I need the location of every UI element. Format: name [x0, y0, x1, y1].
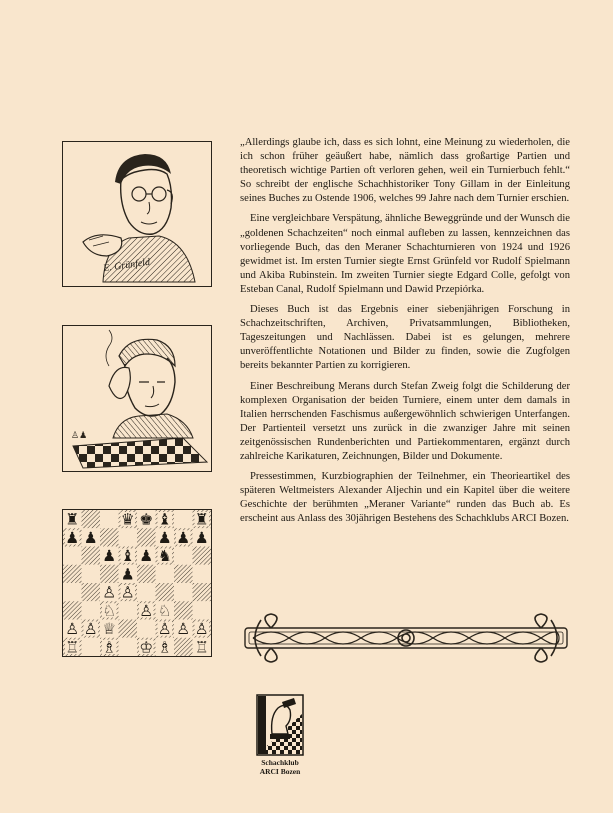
light-square: [137, 620, 156, 638]
black-piece: ♟: [65, 528, 80, 547]
white-piece: ♙: [139, 601, 154, 620]
chess-diagram: [62, 509, 212, 657]
light-square: [119, 528, 138, 546]
black-piece: ♜: [65, 510, 80, 529]
light-square: [193, 601, 212, 619]
white-piece: ♙: [157, 620, 172, 639]
paragraph-4: Einer Beschreibung Merans durch Stefan Zweig folgt die Schilderung der komplexen Organisation der beiden Turniere, einem unter dem damals in Italien herrschenden Faschismus außergewöhnlich schwierigen Unterfangen. Der Partienteil versetzt uns zurück in die zwanziger Jahre mit seinen zeitgenössischen Rundenberichten und Partiekommentaren, ergänzt durch zahlreiche Karikaturen, Zeichnungen, Bilder und Dokumente.: [240, 380, 570, 462]
club-logo: [256, 694, 304, 756]
dark-square: [137, 528, 156, 546]
portrait-spielmann: [62, 325, 212, 472]
dark-square: [193, 583, 212, 601]
light-square: [63, 547, 82, 565]
paragraph-2: Eine vergleichbare Verspätung, ähnliche Beweggründe und der Wunsch die „goldenen Schachzeiten“ noch einmal aufleben zu lassen, kennzeichnen das vorliegende Buch, das den Meraner Schachturnieren von 1924 und 1926 gewidmet ist. Im ersten Turnier siegte Ernst Grünfeld vor Rudolf Spielmann und Akiba Rubinstein. Im zweiten Turnier siegte Edgard Colle, gefolgt von Esteban Canal, Rudolf Spielmann und Dawid Przepiórka.: [240, 213, 570, 295]
light-square: [174, 510, 193, 528]
dark-square: [193, 547, 212, 565]
light-square: [156, 565, 175, 583]
blurb-text: [240, 136, 570, 532]
light-square: [119, 601, 138, 619]
chess-board: [63, 510, 211, 656]
dark-square: [63, 565, 82, 583]
black-piece: ♝: [120, 547, 135, 566]
dark-square: [100, 565, 119, 583]
dark-square: [63, 601, 82, 619]
white-piece: ♕: [102, 620, 117, 639]
light-square: [174, 583, 193, 601]
black-piece: ♟: [157, 528, 172, 547]
light-square: [137, 583, 156, 601]
light-square: [193, 565, 212, 583]
dark-square: [100, 528, 119, 546]
caricature-drawing: [63, 326, 211, 471]
black-piece: ♟: [102, 547, 117, 566]
black-piece: ♝: [157, 510, 172, 529]
white-piece: ♗: [157, 638, 172, 656]
white-piece: ♙: [102, 583, 117, 602]
dark-square: [82, 510, 101, 528]
white-piece: ♙: [194, 620, 209, 639]
black-piece: ♞: [157, 547, 172, 566]
svg-text:♙♟: ♙♟: [71, 431, 88, 441]
light-square: [174, 547, 193, 565]
light-square: [119, 638, 138, 656]
white-piece: ♘: [102, 601, 117, 620]
dark-square: [174, 638, 193, 656]
white-piece: ♙: [65, 620, 80, 639]
paragraph-5: Pressestimmen, Kurzbiographien der Teilnehmer, ein Theorieartikel des späteren Weltmeisters Alexander Aljechin und ein Kapitel über die weitere Geschichte der berühmten „Meraner Variante“ runden das Buch ab. Es erscheint aus Anlass des 30jährigen Bestehens des Schachklubs ARCI Bozen.: [240, 471, 570, 525]
black-piece: ♟: [83, 528, 98, 547]
black-piece: ♟: [120, 565, 135, 584]
white-piece: ♘: [157, 601, 172, 620]
white-piece: ♖: [194, 638, 209, 656]
light-square: [82, 601, 101, 619]
white-piece: ♖: [65, 638, 80, 656]
dark-square: [174, 565, 193, 583]
paragraph-3: Dieses Buch ist das Ergebnis einer siebenjährigen Forschung in Schachzeitschriften, Archiven, Privatsammlungen, Bibliotheken, Tageszeitungen und Nachlässen. Dabei ist es gelungen, mehrere unveröffentlichte Notationen und Bilder zu finden, sowie die Zugfolgen bereits bekannter Partien zu korrigieren.: [240, 304, 570, 372]
light-square: [63, 583, 82, 601]
dark-square: [174, 601, 193, 619]
black-piece: ♚: [139, 510, 154, 529]
black-piece: ♟: [176, 528, 191, 547]
portrait-signature: E. Grünfeld: [102, 256, 151, 275]
white-piece: ♙: [176, 620, 191, 639]
paragraph-1: „Allerdings glaube ich, dass es sich lohnt, eine Meinung zu wiederholen, die ich schon früher geäußert habe, nämlich dass großartige Partien und theoretisch wichtige Partien oft verloren gehen, weil ein Turnierbuch fehlt.“ So schreibt der englische Schachhistoriker Tony Gillam in der Einleitung seines Buches zu Ostende 1906, welches 99 Jahre nach dem Turnier erschien.: [240, 137, 570, 205]
club-name-line1: Schachklub: [261, 758, 299, 767]
white-piece: ♗: [102, 638, 117, 656]
light-square: [82, 638, 101, 656]
club-name: [232, 758, 328, 776]
black-piece: ♜: [194, 510, 209, 529]
decorative-ornament: [241, 612, 571, 664]
white-piece: ♙: [120, 583, 135, 602]
dark-square: [119, 620, 138, 638]
black-piece: ♟: [139, 547, 154, 566]
dark-square: [82, 583, 101, 601]
dark-square: [156, 583, 175, 601]
light-square: [100, 510, 119, 528]
black-piece: ♟: [194, 528, 209, 547]
dark-square: [137, 565, 156, 583]
white-piece: ♙: [83, 620, 98, 639]
light-square: [82, 565, 101, 583]
club-name-line2: ARCI Bozen: [259, 767, 301, 776]
portrait-gruenfeld: [62, 141, 212, 287]
dark-square: [82, 547, 101, 565]
white-piece: ♔: [139, 638, 154, 656]
black-piece: ♛: [120, 510, 135, 529]
